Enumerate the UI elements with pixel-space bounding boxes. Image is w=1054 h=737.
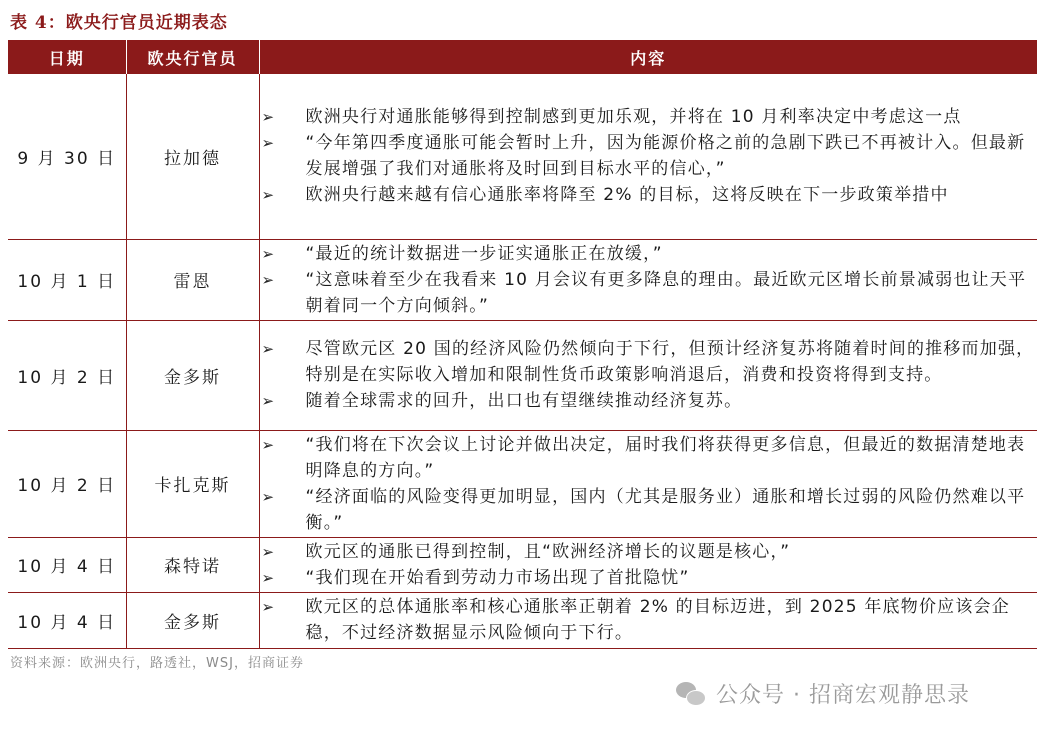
bullet-list [260,432,1038,536]
bullet-point [260,267,1038,319]
header-date: 日期 [8,40,126,74]
arrow-bullet-icon: ➢ [261,598,276,616]
bullet-text: 随着全球需求的回升，出口也有望继续推动经济复苏。 [305,391,743,411]
arrow-bullet-icon: ➢ [261,134,276,153]
row-date: 9 月 30 日 [8,74,126,239]
row-official: 雷恩 [126,239,259,320]
table-row [8,74,1037,239]
arrow-bullet-icon: ➢ [261,244,276,263]
bullet-list [260,104,1038,208]
row-official: 卡扎克斯 [126,430,259,537]
row-content [259,74,1037,239]
bullet-list [260,594,1038,646]
arrow-bullet-icon: ➢ [261,270,276,289]
row-content [259,592,1037,648]
bullet-text: 尽管欧元区 20 国的经济风险仍然倾向于下行，但预计经济复苏将随着时间的推移而加强，特别是在实际收入增加和限制性货币政策影响消退后，消费和投资将得到支持。 [305,339,1035,385]
row-date: 10 月 4 日 [8,592,126,648]
officials-table [8,40,1037,649]
bullet-point [260,241,1038,267]
bullet-text: 欧洲央行越来越有信心通胀率将降至 2% 的目标，这将反映在下一步政策举措中 [305,185,949,206]
row-date: 10 月 2 日 [8,320,126,430]
table-row [8,537,1037,592]
bullet-text: 欧洲央行对通胀能够得到控制感到更加乐观，并将在 10 月利率决定中考虑这一点 [305,107,962,128]
bullet-text: “我们将在下次会议上讨论并做出决定，届时我们将获得更多信息，但最近的数据清楚地表明降息的方向。” [305,434,1026,481]
bullet-text: “最近的统计数据进一步证实通胀正在放缓，” [305,243,663,264]
arrow-bullet-icon: ➢ [261,340,276,358]
row-content [259,239,1037,320]
watermark [676,678,970,709]
row-date: 10 月 4 日 [8,537,126,592]
table-row [8,592,1037,648]
row-content [259,320,1037,430]
bullet-text: “我们现在开始看到劳动力市场出现了首批隐忧” [305,567,690,588]
table-title: 表 4：欧央行官员近期表态 [10,13,228,33]
table-header-row [8,40,1037,74]
bullet-list [260,336,1038,414]
row-date: 10 月 1 日 [8,239,126,320]
bullet-point [260,388,1038,414]
bullet-point [260,182,1038,208]
row-official: 金多斯 [126,320,259,430]
bullet-text: 欧元区的通胀已得到控制，且“欧洲经济增长的议题是核心，” [305,541,791,562]
bullet-text: “今年第四季度通胀可能会暂时上升，因为能源价格之前的急剧下跌已不再被计入。但最新发展增强了我们对通胀将及时回到目标水平的信心，” [305,133,1026,180]
header-official: 欧央行官员 [126,40,259,74]
table-row [8,239,1037,320]
bullet-point [260,130,1038,182]
row-official: 金多斯 [126,592,259,648]
wechat-icon [676,682,706,706]
row-date: 10 月 2 日 [8,430,126,537]
bullet-point [260,484,1038,536]
bullet-point [260,539,1038,565]
table-row [8,430,1037,537]
bullet-list [260,539,1038,591]
row-official: 森特诺 [126,537,259,592]
row-content [259,537,1037,592]
bullet-point [260,594,1038,646]
arrow-bullet-icon: ➢ [261,487,276,506]
source-note: 资料来源：欧洲央行，路透社，WSJ，招商证券 [10,656,304,671]
bullet-text: “经济面临的风险变得更加明显，国内（尤其是服务业）通胀和增长过弱的风险仍然难以平衡。” [305,486,1026,533]
bullet-text: “这意味着至少在我看来 10 月会议有更多降息的理由。最近欧元区增长前景减弱也让天平朝着同一个方向倾斜。” [305,269,1027,316]
table-row [8,320,1037,430]
watermark-text: 公众号 · 招商宏观静思录 [716,683,970,708]
arrow-bullet-icon: ➢ [261,435,276,454]
bullet-point [260,104,1038,130]
arrow-bullet-icon: ➢ [261,108,276,127]
arrow-bullet-icon: ➢ [261,392,276,410]
row-content [259,430,1037,537]
bullet-point [260,432,1038,484]
bullet-list [260,241,1038,319]
arrow-bullet-icon: ➢ [261,568,276,587]
bullet-text: 欧元区的总体通胀率和核心通胀率正朝着 2% 的目标迈进，到 2025 年底物价应该会企稳，不过经济数据显示风险倾向于下行。 [305,597,1010,643]
header-content: 内容 [259,40,1037,74]
bullet-point [260,336,1038,388]
row-official: 拉加德 [126,74,259,239]
arrow-bullet-icon: ➢ [261,542,276,561]
arrow-bullet-icon: ➢ [261,186,276,205]
bullet-point [260,565,1038,591]
